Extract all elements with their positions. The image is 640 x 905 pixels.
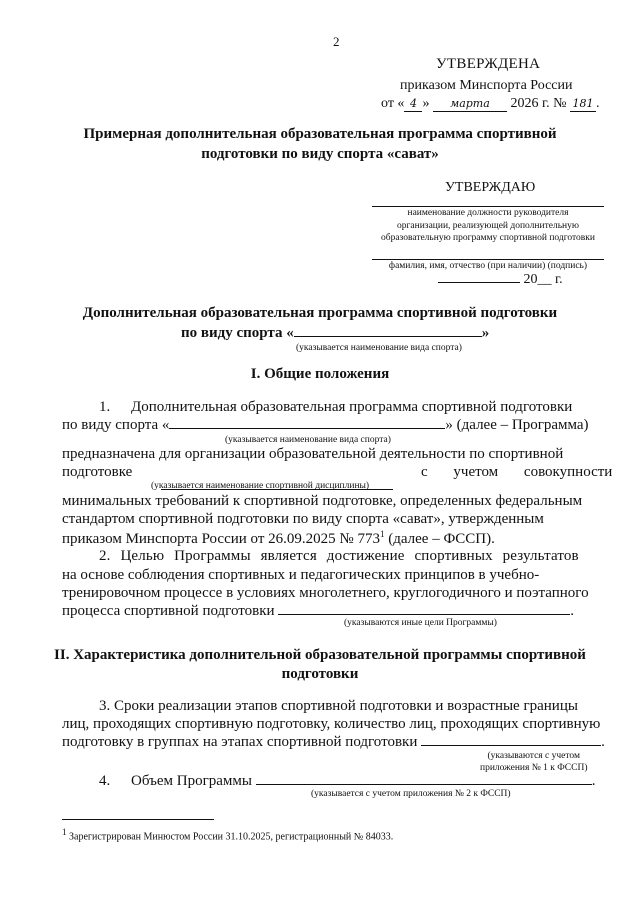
p2-goals-blank bbox=[278, 614, 570, 615]
p3-line3-suffix: . bbox=[601, 734, 605, 750]
doc-title-line1: Примерная дополнительная образовательная программа спортивной bbox=[83, 126, 557, 142]
date-month-handwritten: марта bbox=[433, 97, 507, 112]
program-title-line2 bbox=[181, 325, 489, 342]
p2-line1: 2. Целью Программы является достижение спортивных результатов bbox=[99, 548, 579, 564]
p2-line4-suffix: . bbox=[570, 603, 575, 619]
approve-date-line bbox=[438, 272, 563, 288]
footnote-separator bbox=[62, 819, 214, 820]
p4-prefix: Объем Программы bbox=[131, 773, 252, 789]
p4-line bbox=[131, 773, 595, 790]
p3-line3 bbox=[62, 734, 605, 751]
p2-line2: на основе соблюдения спортивных и педагогических принципов в учебно- bbox=[62, 567, 540, 583]
p4-caption: (указывается с учетом приложения № 2 к ФССП) bbox=[311, 789, 511, 799]
approve-date-tail: 20__ г. bbox=[523, 272, 563, 287]
date-day-handwritten: 4 bbox=[404, 97, 422, 112]
p3-line3-prefix: подготовку в группах на этапах спортивной подготовки bbox=[62, 734, 418, 750]
p1-line1-num: 1. bbox=[99, 399, 111, 415]
section2-heading-line2: подготовки bbox=[281, 666, 359, 682]
p2-line4 bbox=[62, 603, 574, 620]
date-suffix: 2026 г. № bbox=[510, 96, 567, 111]
position-caption-l2: организации, реализующей дополнительную bbox=[397, 220, 579, 231]
approval-date-line bbox=[381, 96, 599, 112]
p3-blank bbox=[421, 745, 601, 746]
section2-heading-line1: II. Характеристика дополнительной образовательной программы спортивной bbox=[54, 647, 586, 663]
section1-heading: I. Общие положения bbox=[250, 366, 390, 382]
p1-line4-suffix: с учетом совокупности bbox=[421, 464, 613, 480]
p3-caption-l1: (указываются с учетом bbox=[487, 751, 580, 761]
position-caption-l1: наименование должности руководителя bbox=[407, 208, 569, 218]
p1-sport-blank bbox=[169, 428, 445, 429]
p1-line7 bbox=[62, 529, 495, 548]
p4-suffix: . bbox=[591, 773, 596, 789]
p1-line2 bbox=[62, 417, 589, 434]
p1-sport-caption: (указывается наименование вида спорта) bbox=[225, 435, 391, 445]
approval-order-line: приказом Минспорта России bbox=[400, 78, 573, 93]
p1-line7-prefix: приказом Минспорта России от 26.09.2025 № 773 bbox=[62, 531, 380, 547]
program-sport-suffix: » bbox=[481, 325, 490, 341]
doc-title-line2: подготовки по виду спорта «сават» bbox=[201, 146, 439, 162]
page-number: 2 bbox=[333, 34, 340, 49]
program-title-line1: Дополнительная образовательная программа спортивной подготовки bbox=[82, 305, 558, 321]
date-mid: » bbox=[422, 96, 430, 111]
p1-discipline-caption: (указывается наименование спортивной дисциплины) bbox=[151, 481, 370, 491]
p2-line3: тренировочном процессе в условиях многолетнего, круглогодичного и поэтапного bbox=[62, 585, 589, 601]
approve-heading: УТВЕРЖДАЮ bbox=[445, 180, 536, 195]
p1-line3: предназначена для организации образовательной деятельности по спортивной bbox=[62, 446, 564, 462]
date-prefix: от « bbox=[381, 96, 405, 111]
p4-blank bbox=[256, 784, 592, 785]
date-end: . bbox=[595, 96, 600, 111]
approve-date-blank bbox=[438, 282, 520, 283]
p4-num: 4. bbox=[99, 773, 111, 789]
program-sport-blank bbox=[294, 336, 482, 337]
p1-line1: Дополнительная образовательная программа спортивной подготовки bbox=[131, 399, 573, 415]
order-number-handwritten: 181 bbox=[570, 97, 596, 112]
p1-sport-prefix: по виду спорта « bbox=[62, 417, 170, 433]
p1-sport-suffix: » (далее – Программа) bbox=[445, 417, 589, 433]
footnote-ref: 1 bbox=[379, 529, 385, 539]
position-caption-l3: образовательную программу спортивной подготовки bbox=[380, 233, 595, 243]
program-sport-prefix: по виду спорта « bbox=[181, 325, 294, 341]
p3-line1: 3. Сроки реализации этапов спортивной подготовки и возрастные границы bbox=[99, 698, 578, 714]
footnote bbox=[62, 827, 393, 842]
p3-line2: лиц, проходящих спортивную подготовку, количество лиц, проходящих спортивную bbox=[62, 716, 601, 732]
p3-caption-l2: приложения № 1 к ФССП) bbox=[480, 763, 588, 773]
footnote-text: Зарегистрирован Минюстом России 31.10.2025, регистрационный № 84033. bbox=[66, 831, 394, 843]
footnote-mark: 1 bbox=[62, 827, 67, 837]
position-caption bbox=[360, 207, 616, 245]
program-sport-caption: (указывается наименование вида спорта) bbox=[296, 343, 462, 353]
p1-line7-suffix: (далее – ФССП). bbox=[384, 531, 495, 547]
p2-line4-prefix: процесса спортивной подготовки bbox=[62, 603, 275, 619]
p1-line4-prefix: подготовке bbox=[62, 464, 133, 480]
p1-line6: стандартом спортивной подготовки по виду спорта «сават», утвержденным bbox=[62, 511, 544, 527]
p3-caption bbox=[480, 750, 588, 774]
approval-heading: УТВЕРЖДЕНА bbox=[436, 56, 541, 72]
p1-line5: минимальных требований к спортивной подготовке, определенных федеральным bbox=[62, 493, 583, 509]
name-caption: фамилия, имя, отчество (при наличии) (подпись) bbox=[388, 261, 588, 271]
p2-goals-caption: (указываются иные цели Программы) bbox=[344, 618, 497, 628]
